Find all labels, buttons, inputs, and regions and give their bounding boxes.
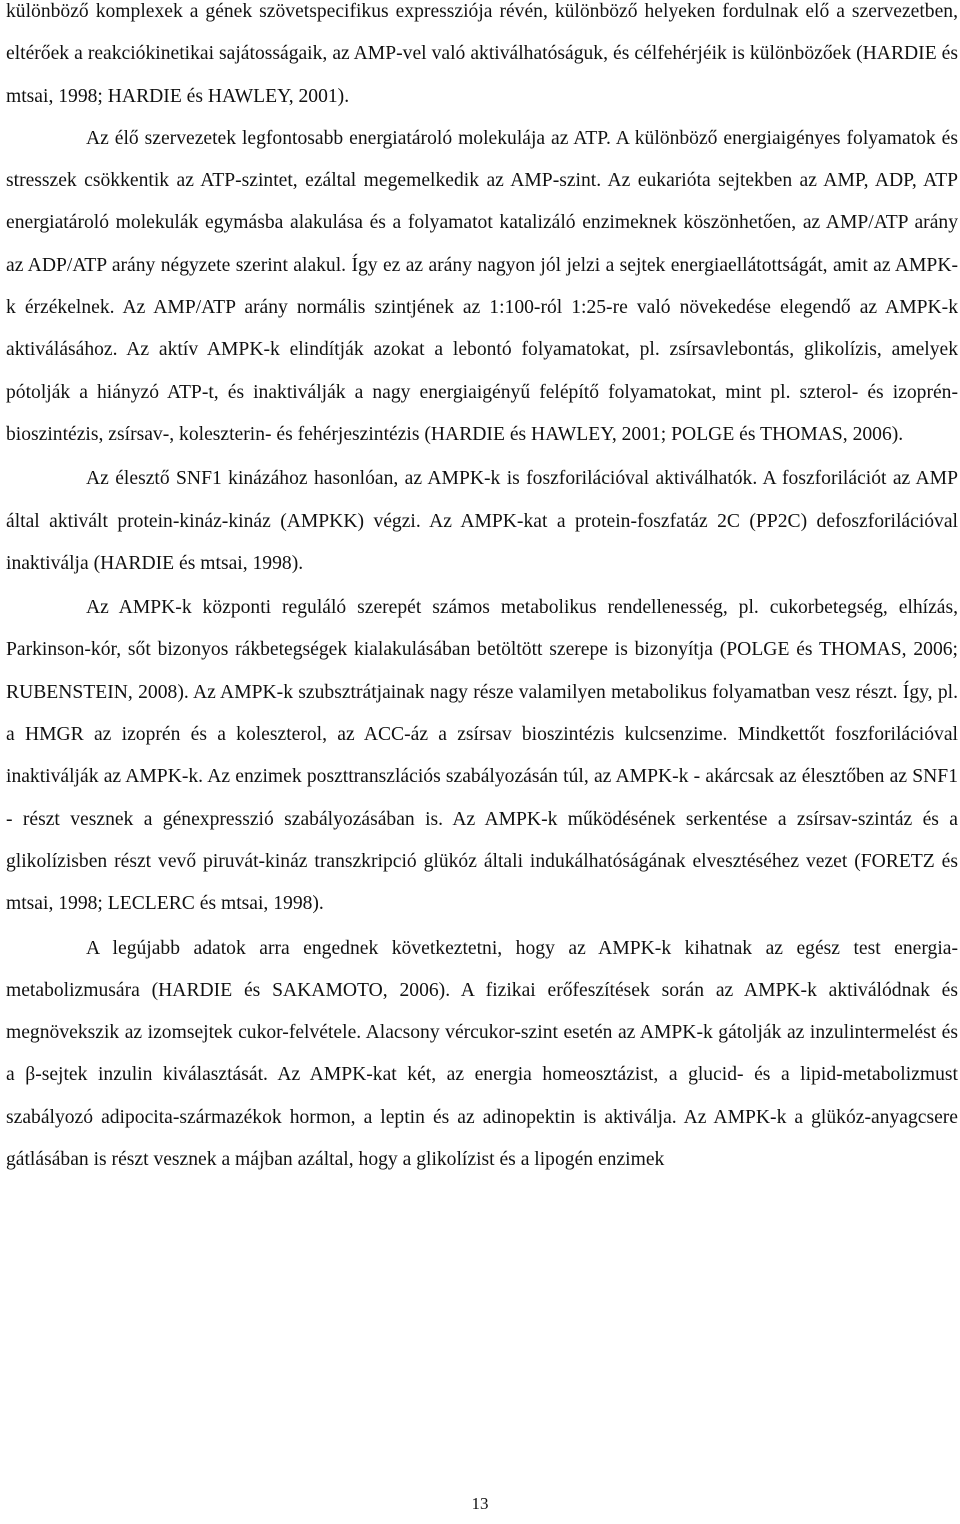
page-number: 13 — [471, 1494, 489, 1513]
paragraph-atp-energy: Az élő szervezetek legfontosabb energiatároló molekulája az ATP. A különböző energiaigényes folyamatok és stresszek csökkentik az ATP-szintet, ezáltal megemelkedik az AMP-szint. Az eukarióta sejtekben az AMP, ADP, ATP energiatároló molekulák egymásba alakulása és a folyamatot katalizáló enzimeknek köszönhetően, az AMP/ATP arány az ADP/ATP arány négyzete szerint alakul. Így ez az arány nagyon jól jelzi a sejtek energiaellátottságát, amit az AMPK-k érzékelnek. Az AMP/ATP arány normális szintjének az 1:100-ról 1:25-re való növekedése elegendő az AMPK-k aktiválásához. Az aktív AMPK-k elindítják azokat a lebontó folyamatokat, pl. zsírsavlebontás, glikolízis, amelyek pótolják a hiányzó ATP-t, és inaktiválják a nagy energiaigényű felépítő folyamatokat, mint pl. szterol- és izoprén-bioszintézis, zsírsav-, koleszterin- és fehérjeszintézis (HARDIE és HAWLEY, 2001; POLGE és THOMAS, 2006). — [6, 127, 958, 445]
paragraph-snf1-kinase: Az élesztő SNF1 kinázához hasonlóan, az AMPK-k is foszforilációval aktiválhatók. A foszforilációt az AMP által aktivált protein-kináz-kináz (AMPKK) végzi. Az AMPK-kat a protein-foszfatáz 2C (PP2C) defoszforilációval inaktiválja (HARDIE és mtsai, 1998). — [6, 468, 958, 574]
paragraph-continuation: különböző komplexek a gének szövetspecifikus expressziója révén, különböző helyeken fordulnak elő a szervezetben, eltérőek a reakciókinetikai sajátosságaik, az AMP-vel való aktiválhatóságuk, és célfehérjéik is különbözőek (HARDIE és mtsai, 1998; HARDIE és HAWLEY, 2001). — [6, 1, 958, 107]
paragraph-whole-body-metabolism: A legújabb adatok arra engednek következtetni, hogy az AMPK-k kihatnak az egész test energia-metabolizmusára (HARDIE és SAKAMOTO, 2006). A fizikai erőfeszítések során az AMPK-k aktiválódnak és megnövekszik az izomsejtek cukor-felvétele. Alacsony vércukor-szint esetén az AMPK-k gátolják az inzulintermelést és a β-sejtek inzulin kiválasztását. Az AMPK-kat két, az energia homeosztázist, a glucid- és a lipid-metabolizmust szabályozó adipocita-származékok hormon, a leptin és az adinopektin is aktiválja. Az AMPK-k a glükóz-anyagcsere gátlásában is részt vesznek a májban azáltal, hogy a glikolízist és a lipogén enzimek — [6, 937, 958, 1171]
paragraph-ampk-regulation: Az AMPK-k központi reguláló szerepét számos metabolikus rendellenesség, pl. cukorbetegség, elhízás, Parkinson-kór, sőt bizonyos rákbetegségek kialakulásában betöltött szerepe is bizonyítja (POLGE és THOMAS, 2006; RUBENSTEIN, 2008). Az AMPK-k szubsztrátjainak nagy része valamilyen metabolikus folyamatban vesz részt. Így, pl. a HMGR az izoprén és a koleszterol, az ACC-áz a zsírsav bioszintézis kulcsenzime. Mindkettőt foszforilációval inaktiválják az AMPK-k. Az enzimek poszttranszlációs szabályozásán túl, az AMPK-k - akárcsak az élesztőben az SNF1 - részt vesznek a génexpresszió szabályozásában is. Az AMPK-k működésének serkentése a zsírsav-szintáz és a glikolízisben részt vevő piruvát-kináz transzkripció glükóz általi indukálhatóságának elvesztéséhez vezet (FORETZ és mtsai, 1998; LECLERC és mtsai, 1998). — [6, 597, 958, 915]
document-page — [6, 0, 958, 1524]
